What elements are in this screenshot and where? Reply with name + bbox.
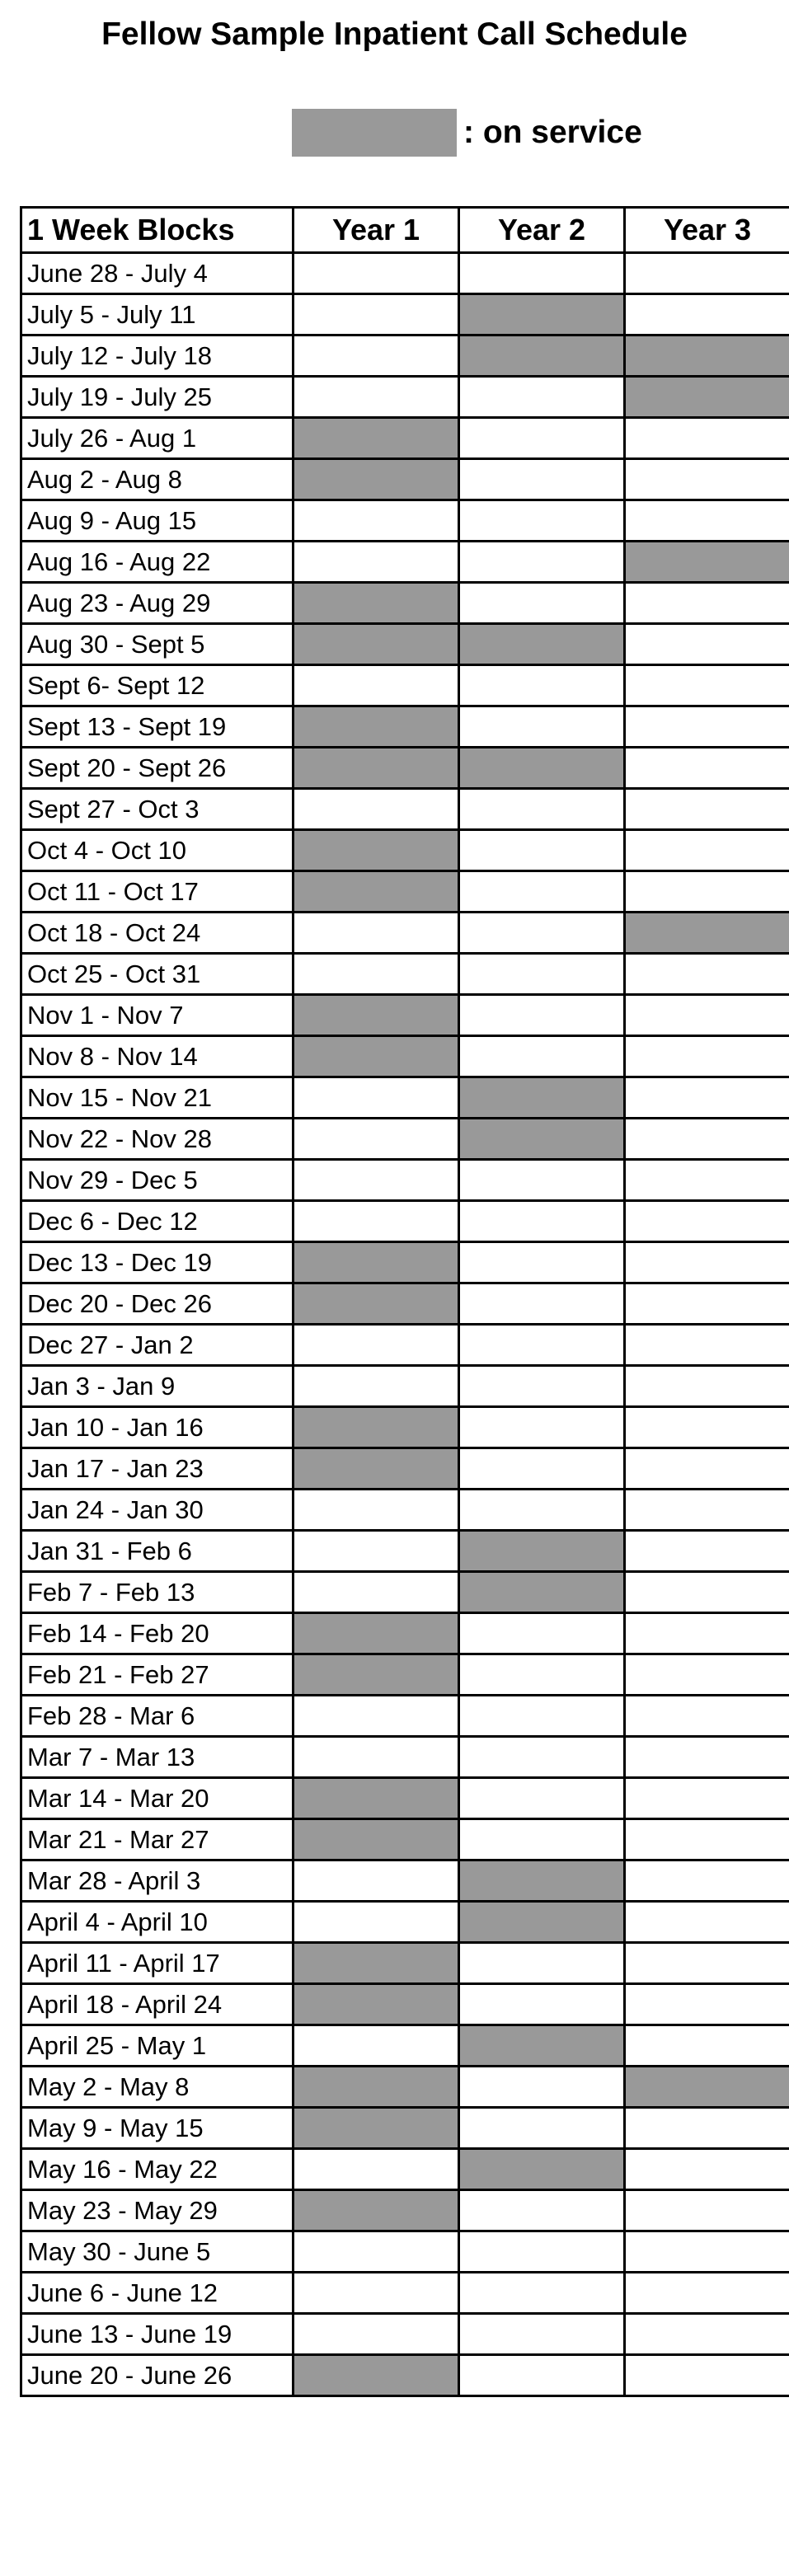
year-3-cell: [625, 2190, 789, 2231]
header-week-blocks: 1 Week Blocks: [21, 208, 294, 253]
year-1-cell-on-service: [294, 1407, 459, 1448]
week-block-label: June 13 - June 19: [21, 2314, 294, 2355]
year-2-cell: [459, 1036, 625, 1077]
year-2-cell: [459, 500, 625, 542]
week-block-label: April 25 - May 1: [21, 2025, 294, 2067]
year-2-cell-on-service: [459, 1572, 625, 1613]
week-block-label: Nov 22 - Nov 28: [21, 1119, 294, 1160]
table-row: [21, 1077, 789, 1119]
table-row: [21, 1613, 789, 1654]
year-3-cell: [625, 418, 789, 459]
year-1-cell-on-service: [294, 1036, 459, 1077]
week-block-label: May 9 - May 15: [21, 2108, 294, 2149]
year-2-cell-on-service: [459, 1077, 625, 1119]
year-2-cell: [459, 583, 625, 624]
year-1-cell: [294, 294, 459, 335]
week-block-label: Dec 27 - Jan 2: [21, 1325, 294, 1366]
year-2-cell: [459, 1778, 625, 1819]
table-row: [21, 1531, 789, 1572]
week-block-label: Aug 23 - Aug 29: [21, 583, 294, 624]
page-title: Fellow Sample Inpatient Call Schedule: [101, 16, 688, 52]
year-2-cell: [459, 1613, 625, 1654]
year-1-cell: [294, 1325, 459, 1366]
year-2-cell: [459, 2108, 625, 2149]
week-block-label: Mar 14 - Mar 20: [21, 1778, 294, 1819]
table-row: [21, 830, 789, 871]
year-1-cell-on-service: [294, 706, 459, 748]
year-1-cell-on-service: [294, 1819, 459, 1860]
table-row: [21, 2314, 789, 2355]
year-1-cell-on-service: [294, 2355, 459, 2396]
table-row: [21, 2273, 789, 2314]
week-block-label: Sept 6- Sept 12: [21, 665, 294, 706]
week-block-label: Feb 14 - Feb 20: [21, 1613, 294, 1654]
table-row: [21, 418, 789, 459]
week-block-label: Aug 16 - Aug 22: [21, 542, 294, 583]
year-2-cell: [459, 2231, 625, 2273]
week-block-label: Jan 24 - Jan 30: [21, 1490, 294, 1531]
year-1-cell: [294, 1201, 459, 1242]
week-block-label: June 6 - June 12: [21, 2273, 294, 2314]
year-1-cell: [294, 1531, 459, 1572]
year-3-cell: [625, 1036, 789, 1077]
year-2-cell: [459, 1819, 625, 1860]
year-1-cell-on-service: [294, 1984, 459, 2025]
year-1-cell: [294, 1737, 459, 1778]
year-3-cell-on-service: [625, 2067, 789, 2108]
year-2-cell-on-service: [459, 2149, 625, 2190]
year-2-cell: [459, 1366, 625, 1407]
year-2-cell: [459, 459, 625, 500]
year-1-cell: [294, 2149, 459, 2190]
year-3-cell: [625, 2314, 789, 2355]
year-2-cell-on-service: [459, 2025, 625, 2067]
year-3-cell: [625, 995, 789, 1036]
year-3-cell: [625, 1119, 789, 1160]
year-3-cell: [625, 1366, 789, 1407]
year-2-cell-on-service: [459, 624, 625, 665]
table-row: [21, 954, 789, 995]
year-2-cell-on-service: [459, 1531, 625, 1572]
table-row: [21, 253, 789, 294]
table-row: [21, 1654, 789, 1696]
year-2-cell-on-service: [459, 1119, 625, 1160]
year-1-cell: [294, 2231, 459, 2273]
year-1-cell: [294, 665, 459, 706]
year-1-cell-on-service: [294, 1943, 459, 1984]
year-1-cell-on-service: [294, 418, 459, 459]
week-block-label: Sept 20 - Sept 26: [21, 748, 294, 789]
year-3-cell: [625, 2108, 789, 2149]
table-row: [21, 1119, 789, 1160]
year-3-cell: [625, 294, 789, 335]
legend: [292, 109, 642, 157]
table-row: [21, 1407, 789, 1448]
table-row: [21, 1860, 789, 1902]
week-block-label: April 18 - April 24: [21, 1984, 294, 2025]
year-1-cell: [294, 1696, 459, 1737]
table-row: [21, 583, 789, 624]
table-row: [21, 913, 789, 954]
week-block-label: Jan 31 - Feb 6: [21, 1531, 294, 1572]
year-3-cell: [625, 1531, 789, 1572]
week-block-label: Nov 8 - Nov 14: [21, 1036, 294, 1077]
year-3-cell: [625, 1696, 789, 1737]
year-1-cell: [294, 377, 459, 418]
table-row: [21, 1696, 789, 1737]
year-1-cell: [294, 1572, 459, 1613]
year-1-cell-on-service: [294, 995, 459, 1036]
legend-swatch-on-service: [292, 109, 457, 157]
week-block-label: Nov 15 - Nov 21: [21, 1077, 294, 1119]
year-2-cell: [459, 706, 625, 748]
week-block-label: July 12 - July 18: [21, 335, 294, 377]
year-1-cell: [294, 1902, 459, 1943]
year-3-cell: [625, 1077, 789, 1119]
year-2-cell: [459, 913, 625, 954]
week-block-label: Mar 7 - Mar 13: [21, 1737, 294, 1778]
year-2-cell: [459, 2355, 625, 2396]
table-row: [21, 2355, 789, 2396]
table-row: [21, 377, 789, 418]
year-3-cell: [625, 2149, 789, 2190]
week-block-label: July 26 - Aug 1: [21, 418, 294, 459]
year-1-cell: [294, 542, 459, 583]
year-2-cell-on-service: [459, 1902, 625, 1943]
week-block-label: Oct 11 - Oct 17: [21, 871, 294, 913]
week-block-label: May 23 - May 29: [21, 2190, 294, 2231]
year-2-cell: [459, 1490, 625, 1531]
table-row: [21, 294, 789, 335]
week-block-label: May 30 - June 5: [21, 2231, 294, 2273]
year-2-cell: [459, 995, 625, 1036]
year-1-cell: [294, 500, 459, 542]
table-row: [21, 1283, 789, 1325]
week-block-label: April 4 - April 10: [21, 1902, 294, 1943]
year-1-cell: [294, 1366, 459, 1407]
year-1-cell-on-service: [294, 1613, 459, 1654]
year-1-cell-on-service: [294, 1448, 459, 1490]
week-block-label: July 5 - July 11: [21, 294, 294, 335]
header-row: [21, 208, 789, 253]
year-1-cell-on-service: [294, 1778, 459, 1819]
year-1-cell-on-service: [294, 830, 459, 871]
year-1-cell-on-service: [294, 871, 459, 913]
year-3-cell: [625, 1778, 789, 1819]
year-3-cell: [625, 1283, 789, 1325]
year-2-cell: [459, 1160, 625, 1201]
week-block-label: Sept 13 - Sept 19: [21, 706, 294, 748]
year-3-cell: [625, 459, 789, 500]
week-block-label: Sept 27 - Oct 3: [21, 789, 294, 830]
year-3-cell: [625, 1242, 789, 1283]
year-3-cell: [625, 2025, 789, 2067]
year-2-cell: [459, 2190, 625, 2231]
table-row: [21, 1242, 789, 1283]
year-2-cell: [459, 1943, 625, 1984]
year-1-cell: [294, 913, 459, 954]
table-row: [21, 2025, 789, 2067]
year-2-cell: [459, 1448, 625, 1490]
year-1-cell-on-service: [294, 2108, 459, 2149]
year-1-cell: [294, 789, 459, 830]
year-3-cell-on-service: [625, 377, 789, 418]
year-2-cell: [459, 253, 625, 294]
table-row: [21, 748, 789, 789]
table-row: [21, 1325, 789, 1366]
year-3-cell: [625, 2273, 789, 2314]
year-3-cell-on-service: [625, 542, 789, 583]
year-2-cell: [459, 1201, 625, 1242]
year-2-cell: [459, 1242, 625, 1283]
week-block-label: June 20 - June 26: [21, 2355, 294, 2396]
year-3-cell-on-service: [625, 335, 789, 377]
table-row: [21, 542, 789, 583]
week-block-label: Dec 6 - Dec 12: [21, 1201, 294, 1242]
year-1-cell-on-service: [294, 1242, 459, 1283]
year-3-cell: [625, 624, 789, 665]
year-3-cell: [625, 1325, 789, 1366]
year-1-cell: [294, 1077, 459, 1119]
year-3-cell: [625, 583, 789, 624]
table-row: [21, 1490, 789, 1531]
year-3-cell: [625, 706, 789, 748]
week-block-label: Dec 20 - Dec 26: [21, 1283, 294, 1325]
table-row: [21, 1036, 789, 1077]
week-block-label: Mar 21 - Mar 27: [21, 1819, 294, 1860]
legend-label: : on service: [463, 115, 642, 150]
week-block-label: Aug 9 - Aug 15: [21, 500, 294, 542]
year-2-cell: [459, 1325, 625, 1366]
week-block-label: Feb 28 - Mar 6: [21, 1696, 294, 1737]
year-2-cell: [459, 665, 625, 706]
week-block-label: Jan 10 - Jan 16: [21, 1407, 294, 1448]
year-2-cell: [459, 1654, 625, 1696]
year-3-cell: [625, 1819, 789, 1860]
year-1-cell-on-service: [294, 459, 459, 500]
year-2-cell: [459, 418, 625, 459]
year-1-cell-on-service: [294, 1283, 459, 1325]
week-block-label: Oct 18 - Oct 24: [21, 913, 294, 954]
year-3-cell: [625, 500, 789, 542]
table-row: [21, 459, 789, 500]
year-2-cell-on-service: [459, 1860, 625, 1902]
year-1-cell: [294, 1119, 459, 1160]
header-year-1: Year 1: [294, 208, 459, 253]
table-row: [21, 2108, 789, 2149]
table-row: [21, 2067, 789, 2108]
year-3-cell: [625, 789, 789, 830]
table-row: [21, 500, 789, 542]
table-row: [21, 2190, 789, 2231]
table-row: [21, 335, 789, 377]
year-2-cell: [459, 542, 625, 583]
year-3-cell: [625, 1201, 789, 1242]
year-3-cell: [625, 1860, 789, 1902]
year-2-cell: [459, 1407, 625, 1448]
year-1-cell: [294, 1860, 459, 1902]
year-1-cell-on-service: [294, 583, 459, 624]
week-block-label: Dec 13 - Dec 19: [21, 1242, 294, 1283]
week-block-label: Aug 30 - Sept 5: [21, 624, 294, 665]
week-block-label: April 11 - April 17: [21, 1943, 294, 1984]
table-row: [21, 665, 789, 706]
year-1-cell: [294, 954, 459, 995]
year-3-cell: [625, 1902, 789, 1943]
year-1-cell-on-service: [294, 2190, 459, 2231]
year-2-cell: [459, 2273, 625, 2314]
year-3-cell: [625, 1737, 789, 1778]
year-2-cell: [459, 871, 625, 913]
table-row: [21, 2149, 789, 2190]
year-2-cell-on-service: [459, 294, 625, 335]
table-row: [21, 624, 789, 665]
year-3-cell: [625, 954, 789, 995]
year-2-cell: [459, 789, 625, 830]
table-row: [21, 706, 789, 748]
year-1-cell: [294, 1160, 459, 1201]
table-row: [21, 1984, 789, 2025]
week-block-label: Jan 17 - Jan 23: [21, 1448, 294, 1490]
week-block-label: Mar 28 - April 3: [21, 1860, 294, 1902]
year-3-cell: [625, 253, 789, 294]
year-2-cell-on-service: [459, 748, 625, 789]
year-1-cell: [294, 253, 459, 294]
table-row: [21, 871, 789, 913]
year-3-cell: [625, 1448, 789, 1490]
year-3-cell: [625, 871, 789, 913]
week-block-label: Jan 3 - Jan 9: [21, 1366, 294, 1407]
table-row: [21, 2231, 789, 2273]
week-block-label: Aug 2 - Aug 8: [21, 459, 294, 500]
year-2-cell: [459, 954, 625, 995]
table-row: [21, 1778, 789, 1819]
header-year-2: Year 2: [459, 208, 625, 253]
year-1-cell: [294, 1490, 459, 1531]
year-3-cell: [625, 1490, 789, 1531]
table-row: [21, 995, 789, 1036]
year-2-cell: [459, 2314, 625, 2355]
year-3-cell: [625, 1407, 789, 1448]
call-schedule-table: [20, 206, 789, 2397]
year-1-cell-on-service: [294, 748, 459, 789]
year-1-cell: [294, 335, 459, 377]
year-3-cell: [625, 748, 789, 789]
year-3-cell: [625, 1572, 789, 1613]
table-row: [21, 1448, 789, 1490]
year-1-cell: [294, 2273, 459, 2314]
year-2-cell: [459, 1696, 625, 1737]
year-3-cell: [625, 2231, 789, 2273]
year-3-cell: [625, 830, 789, 871]
table-row: [21, 1201, 789, 1242]
year-2-cell: [459, 1283, 625, 1325]
week-block-label: Feb 21 - Feb 27: [21, 1654, 294, 1696]
year-1-cell: [294, 2025, 459, 2067]
year-2-cell: [459, 1984, 625, 2025]
year-2-cell: [459, 2067, 625, 2108]
schedule-body: [21, 253, 789, 2396]
header-year-3: Year 3: [625, 208, 789, 253]
table-row: [21, 1160, 789, 1201]
year-2-cell: [459, 830, 625, 871]
year-2-cell-on-service: [459, 335, 625, 377]
year-1-cell-on-service: [294, 624, 459, 665]
week-block-label: May 16 - May 22: [21, 2149, 294, 2190]
year-3-cell: [625, 1654, 789, 1696]
table-row: [21, 1819, 789, 1860]
table-row: [21, 1943, 789, 1984]
year-3-cell: [625, 2355, 789, 2396]
week-block-label: Nov 1 - Nov 7: [21, 995, 294, 1036]
week-block-label: May 2 - May 8: [21, 2067, 294, 2108]
year-3-cell: [625, 1943, 789, 1984]
year-1-cell: [294, 2314, 459, 2355]
week-block-label: July 19 - July 25: [21, 377, 294, 418]
year-2-cell: [459, 377, 625, 418]
year-3-cell-on-service: [625, 913, 789, 954]
week-block-label: Oct 4 - Oct 10: [21, 830, 294, 871]
table-row: [21, 1366, 789, 1407]
year-1-cell-on-service: [294, 2067, 459, 2108]
year-3-cell: [625, 1984, 789, 2025]
year-3-cell: [625, 665, 789, 706]
table-row: [21, 1902, 789, 1943]
week-block-label: June 28 - July 4: [21, 253, 294, 294]
table-row: [21, 789, 789, 830]
week-block-label: Feb 7 - Feb 13: [21, 1572, 294, 1613]
year-3-cell: [625, 1613, 789, 1654]
year-2-cell: [459, 1737, 625, 1778]
week-block-label: Oct 25 - Oct 31: [21, 954, 294, 995]
year-3-cell: [625, 1160, 789, 1201]
week-block-label: Nov 29 - Dec 5: [21, 1160, 294, 1201]
table-row: [21, 1572, 789, 1613]
year-1-cell-on-service: [294, 1654, 459, 1696]
table-row: [21, 1737, 789, 1778]
